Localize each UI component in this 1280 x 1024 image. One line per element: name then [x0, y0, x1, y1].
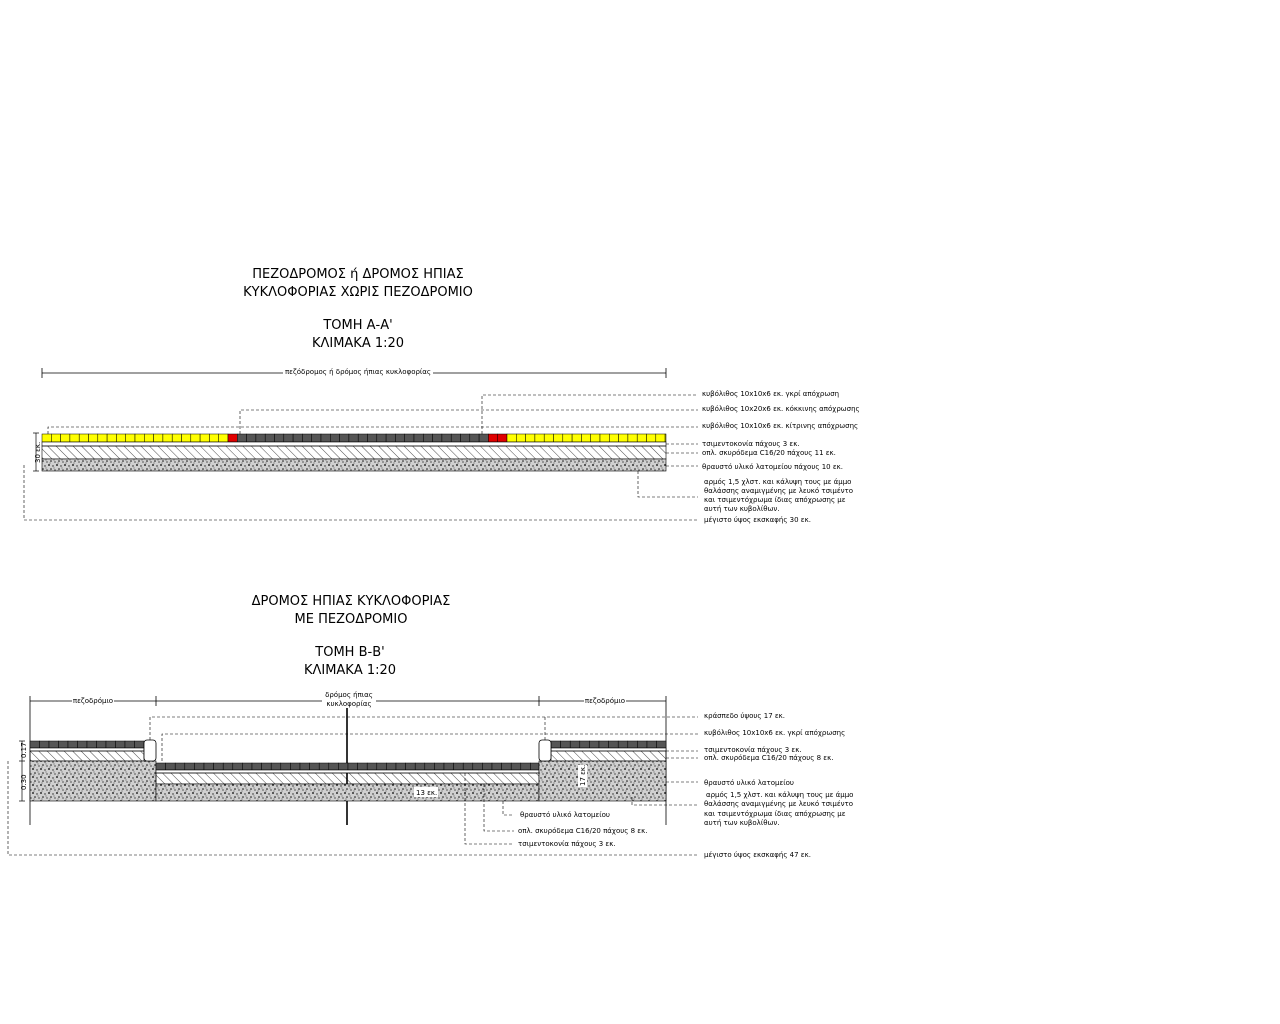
cobblestone	[580, 741, 590, 748]
section-b-sidewalk-left-label: πεζοδρόμιο	[72, 697, 114, 705]
section-a-note-aggregate: θραυστό υλικό λατομείου πάχους 10 εκ.	[702, 463, 843, 471]
cobblestone	[321, 434, 330, 442]
section-a-concrete-layer	[42, 446, 666, 459]
cobblestone	[275, 434, 284, 442]
cobblestone	[348, 763, 358, 770]
cobblestone	[290, 763, 300, 770]
section-b-note-mortar-road: τσιμεντοκονία πάχους 3 εκ.	[518, 840, 616, 848]
cobblestone	[570, 741, 580, 748]
cobblestone	[591, 434, 600, 442]
cobblestone	[302, 434, 311, 442]
cobblestone	[502, 763, 512, 770]
cobblestone	[312, 434, 321, 442]
cobblestone	[116, 434, 125, 442]
cobblestone	[425, 763, 435, 770]
cobblestone	[423, 434, 432, 442]
section-b-note-aggregate-road: θραυστό υλικό λατομείου	[520, 811, 610, 819]
section-a-note-joint-3: και τσιμεντόχρωμα ίδιας απόχρωσης με	[704, 496, 846, 504]
cobblestone	[319, 763, 329, 770]
cobblestone	[116, 741, 126, 748]
cobblestone	[507, 434, 516, 442]
cobblestone	[473, 763, 483, 770]
cobblestone	[492, 763, 502, 770]
section-a-note-yellow: κυβόλιθος 10x10x6 εκ. κίτρινης απόχρωσης	[702, 422, 859, 430]
cobblestone	[338, 763, 348, 770]
section-b-left-sidewalk	[30, 740, 156, 801]
cobblestone	[526, 434, 535, 442]
cobblestone	[406, 763, 416, 770]
section-a-name: ΤΟΜΗ Α-Α'	[323, 318, 393, 333]
cobblestone	[61, 434, 70, 442]
cobblestone	[511, 763, 521, 770]
cobblestone	[657, 741, 666, 748]
cobblestone	[219, 434, 228, 442]
section-a-width-dimension	[42, 367, 666, 378]
cobblestone	[204, 763, 214, 770]
cobblestone	[551, 741, 561, 748]
cobblestone	[535, 434, 544, 442]
cobblestone	[166, 763, 176, 770]
cobblestone	[463, 763, 473, 770]
cobblestone	[358, 763, 368, 770]
section-a-note-grey: κυβόλιθος 10x10x6 εκ. γκρί απόχρωση	[702, 390, 840, 398]
cobblestone	[293, 434, 302, 442]
cobblestone	[434, 763, 444, 770]
section-b-left-curb	[144, 740, 156, 761]
cobblestone	[414, 434, 423, 442]
cobblestone	[609, 434, 618, 442]
section-b-dim-13: 13 εκ.	[416, 789, 438, 797]
cobblestone	[135, 434, 144, 442]
cobblestone	[530, 763, 539, 770]
section-b-dim-017: 0.17	[20, 742, 28, 758]
section-a-title-line2: ΚΥΚΛΟΦΟΡΙΑΣ ΧΩΡΙΣ ΠΕΖΟΔΡΟΜΙΟ	[243, 285, 473, 300]
cobblestone	[68, 741, 78, 748]
cobblestone	[349, 434, 358, 442]
cobblestone	[89, 434, 98, 442]
cobblestone	[256, 434, 265, 442]
cobblestone	[442, 434, 451, 442]
section-b-road-cobblestones	[156, 763, 539, 770]
section-a-note-concrete: οπλ. σκυρόδεμα C16/20 πάχους 11 εκ.	[702, 449, 836, 457]
cobblestone	[214, 763, 224, 770]
cobblestone	[367, 763, 377, 770]
cobblestone	[42, 434, 51, 442]
section-a-depth-label: 30 εκ.	[34, 441, 42, 463]
section-b-drawing	[8, 690, 853, 859]
cobblestone	[49, 741, 59, 748]
cobblestone	[78, 741, 88, 748]
section-a-drawing	[24, 367, 860, 524]
cobblestone	[30, 741, 40, 748]
cobblestone	[628, 434, 637, 442]
section-b-dim-17: 17 εκ.	[579, 764, 587, 786]
section-a-cobblestone-layer	[42, 434, 666, 442]
cobblestone	[247, 434, 256, 442]
cobblestone	[209, 434, 218, 442]
cobblestone	[40, 741, 50, 748]
cobblestone	[544, 434, 553, 442]
cobblestone	[600, 434, 609, 442]
cobblestone	[300, 763, 310, 770]
cobblestone	[228, 434, 237, 442]
cobblestone	[386, 763, 396, 770]
section-a-note-joint-2: θαλάσσης αναμιγμένης με λευκό τσιμέντο	[704, 487, 854, 495]
cobblestone	[498, 434, 507, 442]
cobblestone	[144, 434, 153, 442]
section-b-left-cobblestones	[30, 741, 144, 748]
section-b-right-sidewalk	[539, 740, 666, 801]
cobblestone	[377, 434, 386, 442]
cobblestone	[563, 434, 572, 442]
cobblestone	[395, 434, 404, 442]
cobblestone	[70, 434, 79, 442]
section-b-sidewalk-right-label: πεζοδρόμιο	[584, 697, 626, 705]
cobblestone	[59, 741, 69, 748]
section-b-title-line2: ΜΕ ΠΕΖΟΔΡΟΜΙΟ	[294, 612, 408, 627]
section-b-dim-030: 0.30	[20, 774, 28, 790]
section-a-aggregate-layer	[42, 459, 666, 471]
cobblestone	[637, 434, 646, 442]
cobblestone	[609, 741, 619, 748]
cobblestone	[163, 434, 172, 442]
cobblestone	[488, 434, 497, 442]
cobblestone	[340, 434, 349, 442]
cobblestone	[262, 763, 272, 770]
section-a-note-joint-1: αρμός 1,5 χλστ. και κάλυψη τους με άμμο	[704, 478, 852, 486]
cobblestone	[200, 434, 209, 442]
cobblestone	[647, 434, 656, 442]
section-b-note-concrete-road: οπλ. σκυρόδεμα C16/20 πάχους 8 εκ.	[518, 827, 648, 835]
section-a-note-joint-4: αυτή των κυβολίθων.	[704, 505, 780, 513]
cobblestone	[619, 434, 628, 442]
cobblestone	[405, 434, 414, 442]
cobblestone	[461, 434, 470, 442]
cobblestone	[97, 741, 107, 748]
cobblestone	[252, 763, 262, 770]
cobblestone	[444, 763, 454, 770]
cobblestone	[51, 434, 60, 442]
cobblestone	[386, 434, 395, 442]
cobblestone	[87, 741, 97, 748]
cobblestone	[599, 741, 609, 748]
cobblestone	[329, 763, 339, 770]
cobblestone	[223, 763, 233, 770]
cobblestone	[516, 434, 525, 442]
section-b-note-grey: κυβόλιθος 10x10x6 εκ. γκρί απόχρωσης	[704, 729, 846, 737]
section-b-note-joint-4: αυτή των κυβολίθων.	[704, 819, 780, 827]
cobblestone	[172, 434, 181, 442]
section-b-road	[156, 763, 539, 801]
cobblestone	[191, 434, 200, 442]
section-b-note-joint-1: αρμός 1,5 χλστ. και κάλυψη τους με άμμο	[706, 791, 854, 799]
cobblestone	[665, 434, 666, 442]
cobblestone	[358, 434, 367, 442]
section-a-title-line1: ΠΕΖΟΔΡΟΜΟΣ ή ΔΡΟΜΟΣ ΗΠΙΑΣ	[252, 267, 464, 282]
cobblestone	[415, 763, 425, 770]
section-a-depth-dimension	[33, 433, 42, 471]
cobblestone	[284, 434, 293, 442]
cobblestone	[618, 741, 628, 748]
section-b-title-line1: ΔΡΟΜΟΣ ΗΠΙΑΣ ΚΥΚΛΟΦΟΡΙΑΣ	[251, 594, 451, 609]
cobblestone	[330, 434, 339, 442]
cobblestone	[561, 741, 571, 748]
section-b-depth-dimension	[19, 741, 28, 801]
section-b-note-joint-3: και τσιμεντόχρωμα ίδιας απόχρωσης με	[704, 810, 846, 818]
cobblestone	[194, 763, 204, 770]
cobblestone	[572, 434, 581, 442]
cobblestone	[98, 434, 107, 442]
cobblestone	[125, 741, 135, 748]
cobblestone	[637, 741, 647, 748]
cobblestone	[581, 434, 590, 442]
cobblestone	[154, 434, 163, 442]
section-b-note-aggregate: θραυστό υλικό λατομείου	[704, 779, 794, 787]
cobblestone	[233, 763, 243, 770]
section-b-note-concrete: οπλ. σκυρόδεμα C16/20 πάχους 8 εκ.	[704, 754, 834, 762]
section-b-right-curb	[539, 740, 551, 761]
cobblestone	[479, 434, 488, 442]
cobblestone	[281, 763, 291, 770]
section-b-right-cobblestones	[551, 741, 666, 748]
section-b-scale: ΚΛΙΜΑΚΑ 1:20	[303, 663, 397, 678]
cobblestone	[554, 434, 563, 442]
section-a-note-mortar: τσιμεντοκονία πάχους 3 εκ.	[702, 440, 800, 448]
section-b-note-max-depth: μέγιστο ύψος εκσκαφής 47 εκ.	[704, 851, 811, 859]
cobblestone	[589, 741, 599, 748]
cobblestone	[185, 763, 195, 770]
cobblestone	[396, 763, 406, 770]
section-b-name: ΤΟΜΗ Β-Β'	[315, 645, 385, 660]
section-b-road-label-1: δρόμος ήπιας	[325, 691, 373, 699]
cobblestone	[628, 741, 638, 748]
cobblestone	[156, 763, 166, 770]
cobblestone	[126, 434, 135, 442]
section-a-scale: ΚΛΙΜΑΚΑ 1:20	[311, 336, 405, 351]
cobblestone	[237, 434, 246, 442]
section-b-road-label-2: κυκλοφορίας	[326, 700, 372, 708]
section-a-width-label: πεζόδρομος ή δρόμος ήπιας κυκλοφορίας	[284, 368, 432, 376]
cobblestone	[470, 434, 479, 442]
section-b-note-curb: κράσπεδο ύψους 17 εκ.	[704, 712, 786, 720]
cobblestone	[377, 763, 387, 770]
cobblestone	[175, 763, 185, 770]
cobblestone	[271, 763, 281, 770]
section-b-note-mortar: τσιμεντοκονία πάχους 3 εκ.	[704, 746, 802, 754]
cobblestone	[265, 434, 274, 442]
cobblestone	[106, 741, 116, 748]
cobblestone	[451, 434, 460, 442]
cobblestone	[135, 741, 145, 748]
cobblestone	[368, 434, 377, 442]
cobblestone	[521, 763, 531, 770]
section-a-mortar-layer	[42, 442, 666, 446]
cobblestone	[454, 763, 464, 770]
cobblestone	[482, 763, 492, 770]
cobblestone	[182, 434, 191, 442]
cobblestone	[107, 434, 116, 442]
cobblestone	[656, 434, 665, 442]
cobblestone	[242, 763, 252, 770]
section-a-note-red: κυβόλιθος 10x20x6 εκ. κόκκινης απόχρωσης	[702, 405, 860, 413]
cobblestone	[647, 741, 657, 748]
section-a-notes	[702, 390, 860, 524]
cobblestone	[310, 763, 320, 770]
cobblestone	[433, 434, 442, 442]
section-b-note-joint-2: θαλάσσης αναμιγμένης με λευκό τσιμέντο	[704, 800, 854, 808]
cobblestone	[79, 434, 88, 442]
section-a-note-max-depth: μέγιστο ύψος εκσκαφής 30 εκ.	[704, 516, 811, 524]
